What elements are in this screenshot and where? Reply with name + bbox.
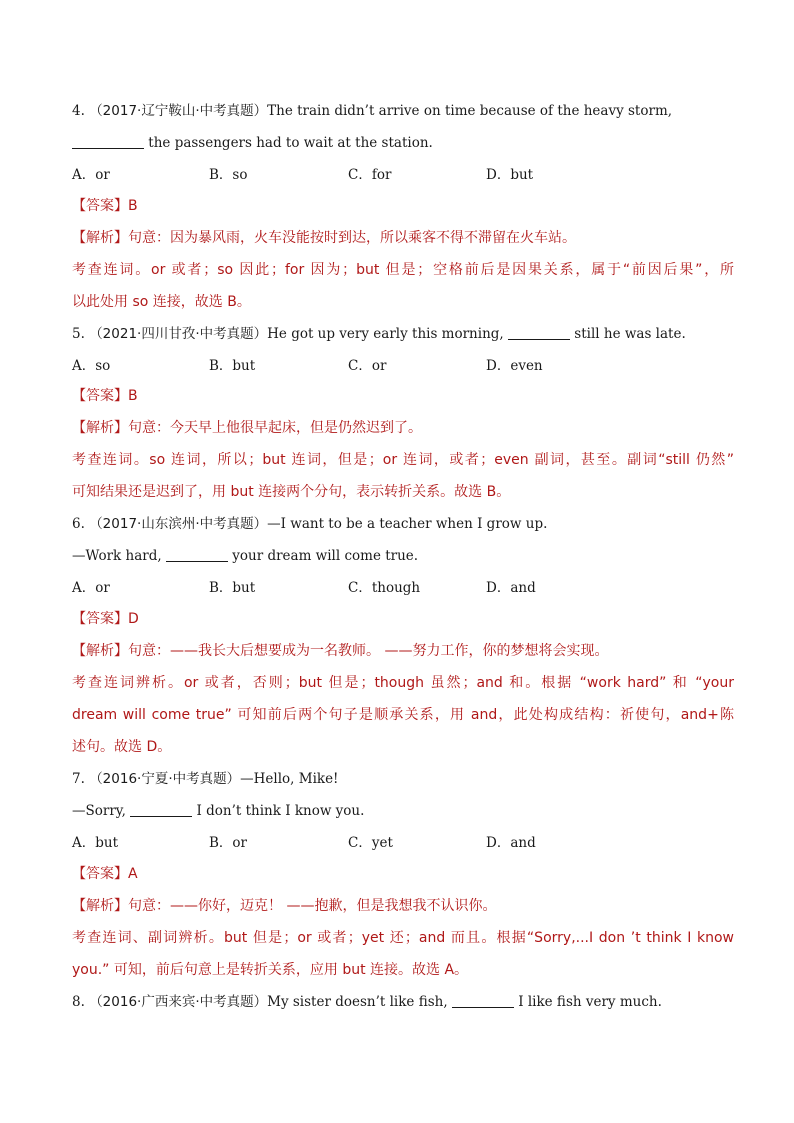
analysis-line: 【解析】句意：因为暴风雨，火车没能按时到达，所以乘客不得不滞留在火车站。	[72, 230, 576, 246]
analysis-text: 可知结果还是迟到了，用 but 连接两个分句，表示转折关系。故选 B。	[72, 484, 511, 500]
option-c[interactable]: C．yet	[348, 835, 393, 851]
analysis-line: 【解析】句意：今天早上他很早起床，但是仍然迟到了。	[72, 420, 422, 436]
option-b[interactable]: B．but	[209, 580, 256, 596]
option-d[interactable]: D．but	[486, 167, 534, 183]
answer-value: B	[128, 198, 138, 214]
analysis-text: 述句。故选 D。	[72, 739, 172, 755]
question-source: （2021·四川甘孜·中考真题）	[89, 326, 268, 342]
answer-blank[interactable]	[508, 325, 570, 340]
question-4-stem: 4. （2017·辽宁鞍山·中考真题）The train didn’t arrive on time because of the heavy storm,	[72, 103, 673, 119]
analysis-text: 考查连词、副词辨析。but 但是；or 或者；yet 还；and 而且。根据“Sorry,...I don ’t think I know	[72, 930, 734, 946]
question-6-stem: 6. （2017·山东滨州·中考真题）—I want to be a teacher when I grow up.	[72, 516, 548, 532]
option-b[interactable]: B．but	[209, 358, 256, 374]
question-source: （2016·宁夏·中考真题）	[89, 771, 241, 787]
option-a[interactable]: A．so	[72, 358, 111, 374]
answer-blank[interactable]	[72, 134, 144, 149]
question-8-stem: 8. （2016·广西来宾·中考真题）My sister doesn’t like fish, I like fish very much.	[72, 994, 662, 1010]
question-6-stem-cont: —Work hard, your dream will come true.	[72, 548, 419, 564]
option-d[interactable]: D．and	[486, 580, 536, 596]
analysis-text: 考查连词。or 或者；so 因此；for 因为；but 但是；空格前后是因果关系，属于“前因后果”，所	[72, 262, 734, 278]
question-7-stem-cont: —Sorry, I don’t think I know you.	[72, 803, 365, 819]
analysis-text: 考查连词辨析。or 或者，否则；but 但是；though 虽然；and 和。根据 “work hard” 和 “your	[72, 675, 734, 691]
answer-blank[interactable]	[130, 802, 192, 817]
analysis-text: you.” 可知，前后句意上是转折关系，应用 but 连接。故选 A。	[72, 962, 469, 978]
answer-blank[interactable]	[166, 547, 228, 562]
question-4-stem-cont: the passengers had to wait at the station.	[72, 133, 734, 153]
option-a[interactable]: A．but	[72, 835, 119, 851]
option-d[interactable]: D．and	[486, 835, 536, 851]
option-a[interactable]: A．or	[72, 580, 110, 596]
analysis-text: 考查连词。so 连词，所以；but 连词，但是；or 连词，或者；even 副词，甚至。副词“still 仍然”	[72, 452, 734, 468]
option-c[interactable]: C．for	[348, 167, 392, 183]
analysis-text: dream will come true” 可知前后两个句子是顺承关系，用 and，此处构成结构：祈使句，and+陈	[72, 707, 734, 723]
answer-line: 【答案】A	[72, 866, 138, 882]
analysis-line: 【解析】句意：——我长大后想要成为一名教师。 ——努力工作，你的梦想将会实现。	[72, 643, 609, 659]
option-c[interactable]: C．or	[348, 358, 387, 374]
option-a[interactable]: A．or	[72, 167, 110, 183]
question-source: （2017·山东滨州·中考真题）	[89, 516, 268, 532]
analysis-line: 【解析】句意：——你好，迈克！ ——抱歉，但是我想我不认识你。	[72, 898, 497, 914]
analysis-text: 以此处用 so 连接，故选 B。	[72, 294, 251, 310]
option-c[interactable]: C．though	[348, 580, 421, 596]
answer-value: D	[128, 611, 139, 627]
answer-line: 【答案】B	[72, 388, 138, 404]
option-b[interactable]: B．so	[209, 167, 248, 183]
option-b[interactable]: B．or	[209, 835, 248, 851]
question-5-stem: 5. （2021·四川甘孜·中考真题）He got up very early this morning, still he was late.	[72, 326, 686, 342]
question-source: （2016·广西来宾·中考真题）	[89, 994, 268, 1010]
answer-value: A	[128, 866, 138, 882]
answer-line: 【答案】D	[72, 611, 139, 627]
question-7-stem: 7. （2016·宁夏·中考真题）—Hello, Mike!	[72, 771, 339, 787]
option-d[interactable]: D．even	[486, 358, 543, 374]
answer-value: B	[128, 388, 138, 404]
question-source: （2017·辽宁鞍山·中考真题）	[89, 103, 268, 119]
answer-blank[interactable]	[452, 993, 514, 1008]
answer-line: 【答案】B	[72, 198, 138, 214]
